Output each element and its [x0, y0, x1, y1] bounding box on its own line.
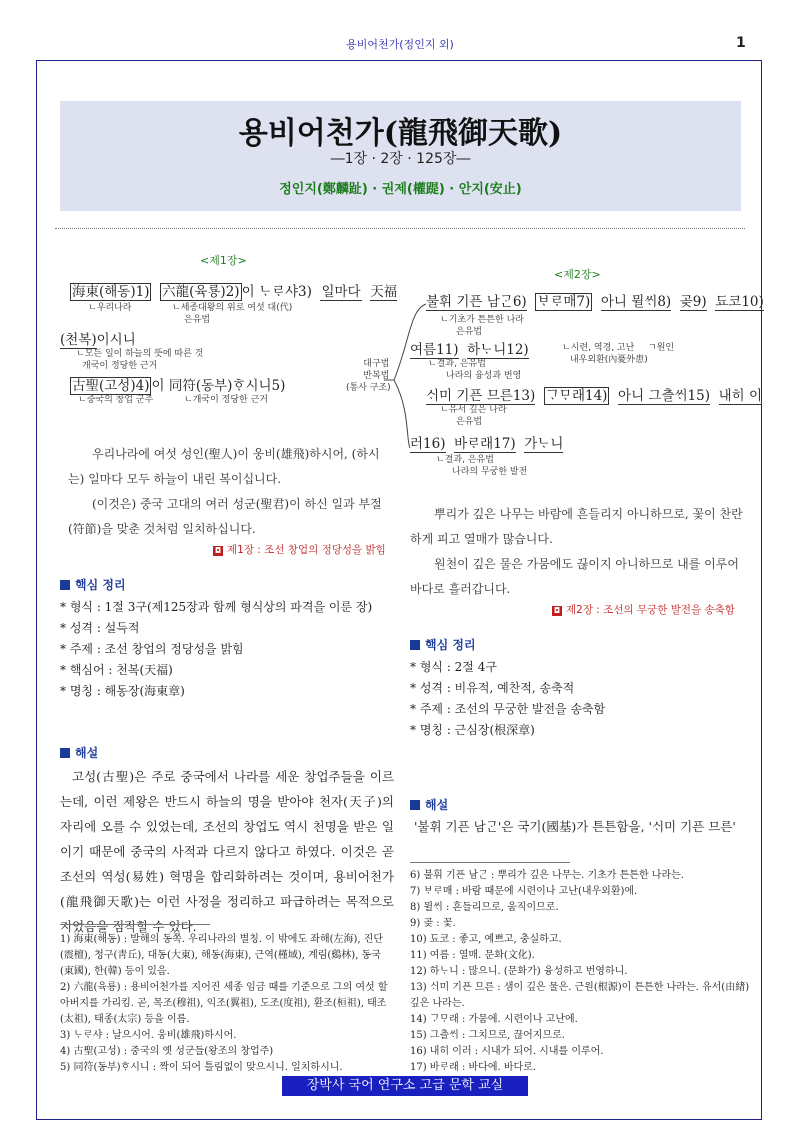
footnote: 12) 하ᄂᆞ니 : 많으니. (문화가) 융성하고 번영하니.	[410, 966, 628, 977]
ch2-key-item: * 형식 : 2절 4구	[410, 660, 497, 674]
footnote: 6) 불휘 기픈 남ᄀᆞᆫ : 뿌리가 깊은 나무는. 기초가 튼튼한 나라는.	[410, 870, 684, 881]
ch2-explain-heading: 해설	[410, 796, 448, 813]
footnote: 3) ᄂᆞᄅᆞ샤 : 날으시어. 웅비(雄飛)하시어.	[60, 1030, 237, 1041]
ch1-word-cheonbok-reading: (천복)	[60, 332, 97, 348]
ch2-modern-1: 뿌리가 깊은 나무는 바람에 흔들리지 아니하므로, 꽃이 찬란하게 피고 열매가 많습니다.	[410, 507, 743, 546]
ch1-modern-1: 우리나라에 여섯 성인(聖人)이 웅비(雄飛)하시어, (하시는) 일마다 모두 하늘이 내린 복이십니다.	[68, 447, 380, 486]
ch1-gloss-sejong: ㄴ세종대왕의 위로 여섯 대(代)	[172, 303, 293, 313]
ch2-gloss-prosperity: 나라의 융성과 번영	[446, 371, 522, 381]
ch1-parallelism-note: 대구법 반복법 (통사 구조)	[346, 359, 391, 393]
ch2-gloss-hardship: ㄴ시련, 역경, 고난	[562, 343, 635, 353]
footnote: 14) ᄀᆞᄆᆞ래 : 가뭄에. 시련이나 고난에.	[410, 1014, 578, 1025]
ch1-word-dongbu: 이 同符(동부)ᄒᆞ시니5)	[151, 378, 286, 394]
ch2-key-item: * 주제 : 조선의 무궁한 발전을 송축함	[410, 702, 606, 716]
page-number: 1	[736, 35, 746, 51]
chapter-range: ―1장 · 2장 · 125장―	[330, 151, 471, 167]
ch2-word-barare: 바ᄅᆞ래17)	[454, 436, 516, 452]
ch2-word-gamore: ᄀᆞᄆᆞ래14)	[545, 388, 608, 404]
ch1-gloss-founder: ㄴ중국의 창업 군주	[78, 395, 154, 405]
ch2-footnotes	[410, 868, 750, 1076]
footnote: 5) 同符(동부)ᄒᆞ시니 : 짝이 되어 틀림없이 맞으시니. 일치하시니.	[60, 1062, 343, 1073]
ch1-explain-text: 고성(古聖)은 주로 중국에서 나라를 세운 창업주들을 이르는데, 이런 제왕은 반드시 하늘의 명을 받아야 천자(天子)의 자리에 오를 수 있었는데, 조선의 창업도 역시 천명을 받은 일이기 때문에 중국의 사적과 다르지 않다고 하였다. 이것은 곧 조선의 역성(易姓) 혁명을 합리화하려는 것이며, 용비어천가(龍飛御天歌)는 이런 사정을 정리하고 파급하려는 목적으로 지었음을 짐작할 수 있다.	[60, 769, 394, 934]
ch2-word-dyoko: 됴코10)	[715, 294, 764, 310]
ch2-key-heading: 핵심 정리	[410, 636, 476, 653]
ch1-verse-line3	[70, 374, 285, 394]
footnote: 8) 뮐ᄊᆡ : 흔들리므로, 움직이므로.	[410, 902, 559, 913]
ch1-verse-line2	[60, 328, 136, 348]
footnote: 7) ᄇᆞᄅᆞ매 : 바람 때문에 시련이나 고난(내우외환)에.	[410, 886, 638, 897]
ch2-word-naehi: 내히 이	[718, 388, 763, 404]
ch2-gloss-cause: ㄱ원인	[648, 343, 675, 353]
footnote: 16) 내히 이러 : 시내가 되어. 시내를 이루어.	[410, 1046, 604, 1057]
ch2-verse-line3	[426, 384, 762, 404]
ch1-word-yukryong: 六龍(육룡)2)	[162, 284, 240, 300]
ch2-footnote-rule	[410, 862, 570, 863]
ch2-modern-2: 원천이 깊은 물은 가뭄에도 끊이지 아니하므로 내를 이루어 바다로 흘러갑니다.	[410, 557, 739, 596]
ch2-key-item: * 명칭 : 근심장(根深章)	[410, 723, 535, 737]
ch1-modern-2: (이것은) 중국 고대의 여러 성군(聖君)이 하신 일과 부절(符節)을 맞춘 것처럼 일치하십니다.	[68, 497, 382, 536]
ch1-word-isini: 이시니	[96, 332, 136, 348]
ch1-gloss-will: ㄴ모든 일이 하늘의 뜻에 따른 것	[76, 349, 204, 359]
ch2-gloss-metaphor1: 은유법	[456, 327, 483, 337]
ch1-word-goseong: 古聖(고성)4)	[72, 378, 150, 394]
footnote: 9) 곶 : 꽃.	[410, 918, 456, 929]
footnote: 13) ᄉᆡ미 기픈 므른 : 샘이 깊은 물은. 근원(根源)이 튼튼한 나라는. 유서(由緖) 깊은 나라는.	[410, 982, 750, 1009]
ch1-key-item: * 성격 : 설득적	[60, 621, 140, 635]
ch1-gloss-woori: ㄴ우리나라	[88, 303, 132, 313]
ch2-theme: ◘ 제2장 : 조선의 무궁한 발전을 송축함	[553, 604, 735, 616]
ch1-word-cheonbok: 天福	[370, 284, 398, 300]
ch2-word-hanani: 하ᄂᆞ니12)	[467, 342, 529, 358]
ch2-key-item: * 성격 : 비유적, 예찬적, 송축적	[410, 681, 575, 695]
ch1-key-heading: 핵심 정리	[60, 576, 126, 593]
running-header: 용비어천가(정인지 외)	[346, 38, 454, 51]
ch2-gloss-foundation: ㄴ기초가 튼튼한 나라	[440, 315, 524, 325]
ch1-word-ilmada: 일마다	[321, 284, 361, 300]
ch1-key-item: * 핵심어 : 천복(天福)	[60, 663, 173, 677]
footnote: 2) 六龍(육룡) : 용비어천가를 지어진 세종 임금 때를 기준으로 그의 여섯 할아버지를 가리킴. 곧, 목조(穆祖), 익조(翼祖), 도조(度祖), 환조(桓祖), 태조(太祖), 태종(太宗) 등을 이름.	[60, 982, 388, 1025]
divider	[55, 228, 745, 229]
ch1-gloss-basis2: ㄴ개국이 정당한 근거	[184, 395, 268, 405]
ch2-gloss-result2: ㄴ결과, 은유법	[436, 455, 494, 465]
ch2-word-reo: 러16)	[410, 436, 446, 452]
ch1-key-item: * 주제 : 조선 창업의 정당성을 밝힘	[60, 642, 244, 656]
ch1-word-narasya: 이 ᄂᆞᄅᆞ샤3)	[241, 284, 312, 300]
ch1-gloss-metaphor: 은유법	[184, 315, 211, 325]
ch2-word-yeoreum: 여름11)	[410, 342, 459, 358]
footnote: 1) 海東(해동) : 발해의 동쪽. 우리나라의 별칭. 이 밖에도 좌해(左海), 진단(震檀), 청구(靑丘), 대동(大東), 해동(海東), 근역(槿域), 계림(鷄林), 동국(東國), 한(韓) 등이 있음.	[60, 934, 384, 977]
page-title: 용비어천가(龍飛御天歌)	[238, 116, 563, 151]
ch2-word-anmwil: 아니 뮐ᄊᆡ8)	[600, 294, 672, 310]
footnote: 17) 바ᄅᆞ래 : 바다에. 바다로.	[410, 1062, 537, 1073]
ch2-word-geucheul: 아니 그츨ᄊᆡ15)	[618, 388, 710, 404]
ch2-word-bulhwi: 불휘 기픈 남ᄀᆞᆫ6)	[426, 294, 527, 310]
ch2-verse-line1	[426, 290, 764, 310]
ch2-label: <제2장>	[554, 268, 601, 281]
ch1-theme: ◘ 제1장 : 조선 창업의 정당성을 밝힘	[214, 544, 386, 556]
footnote: 4) 古聖(고성) : 중국의 옛 성군들(왕조의 창업주)	[60, 1046, 274, 1057]
ch2-gloss-metaphor2: 은유법	[456, 417, 483, 427]
ch2-explain-text: '불휘 기픈 남ᄀᆞᆫ'은 국기(國基)가 튼튼함을, 'ᄉᆡ미 기픈 므른'	[414, 819, 736, 834]
ch2-key-list	[410, 657, 750, 741]
ch1-explain-heading: 해설	[60, 744, 98, 761]
ch1-key-item: * 명칭 : 해동장(海東章)	[60, 684, 185, 698]
footnote: 11) 여름 : 열매. 문화(文化).	[410, 950, 535, 961]
ch2-gloss-history: ㄴ유서 깊은 나라	[440, 405, 507, 415]
footnote: 10) 됴코 : 좋고, 예쁘고, 충실하고.	[410, 934, 562, 945]
ch1-footnotes	[60, 932, 394, 1076]
ch2-gloss-troubles: 내우외환(內憂外患)	[570, 355, 648, 365]
ch2-word-got: 곶9)	[679, 294, 707, 310]
ch1-key-list	[60, 597, 400, 702]
ch2-gloss-development: 나라의 무궁한 발전	[452, 467, 528, 477]
ch1-key-item: * 형식 : 1절 3구(제125장과 함께 형식상의 파격을 이룬 장)	[60, 600, 373, 614]
ch1-gloss-basis: 개국이 정당한 근거	[82, 361, 158, 371]
ch2-word-barame: ᄇᆞᄅᆞ매7)	[537, 294, 591, 310]
footnote: 15) 그츨ᄊᆡ : 그치므로, 끊어지므로.	[410, 1030, 565, 1041]
ch2-bracket-lines	[380, 300, 440, 450]
ch2-gloss-result: ㄴ결과, 은유법	[428, 359, 486, 369]
ch1-footnote-rule	[60, 924, 210, 925]
ch1-verse-line1	[70, 280, 397, 300]
ch1-label: <제1장>	[200, 254, 247, 267]
footer-banner: 장박사 국어 연구소 고급 문학 교실	[282, 1076, 528, 1096]
authors: 정인지(鄭麟趾) · 권제(權踶) · 안지(安止)	[279, 182, 522, 197]
ch2-word-ganani: 가ᄂᆞ니	[524, 436, 564, 452]
ch1-word-haedong: 海東(해동)1)	[72, 284, 150, 300]
ch2-word-saemi: ᄉᆡ미 기픈 므른13)	[426, 388, 536, 404]
